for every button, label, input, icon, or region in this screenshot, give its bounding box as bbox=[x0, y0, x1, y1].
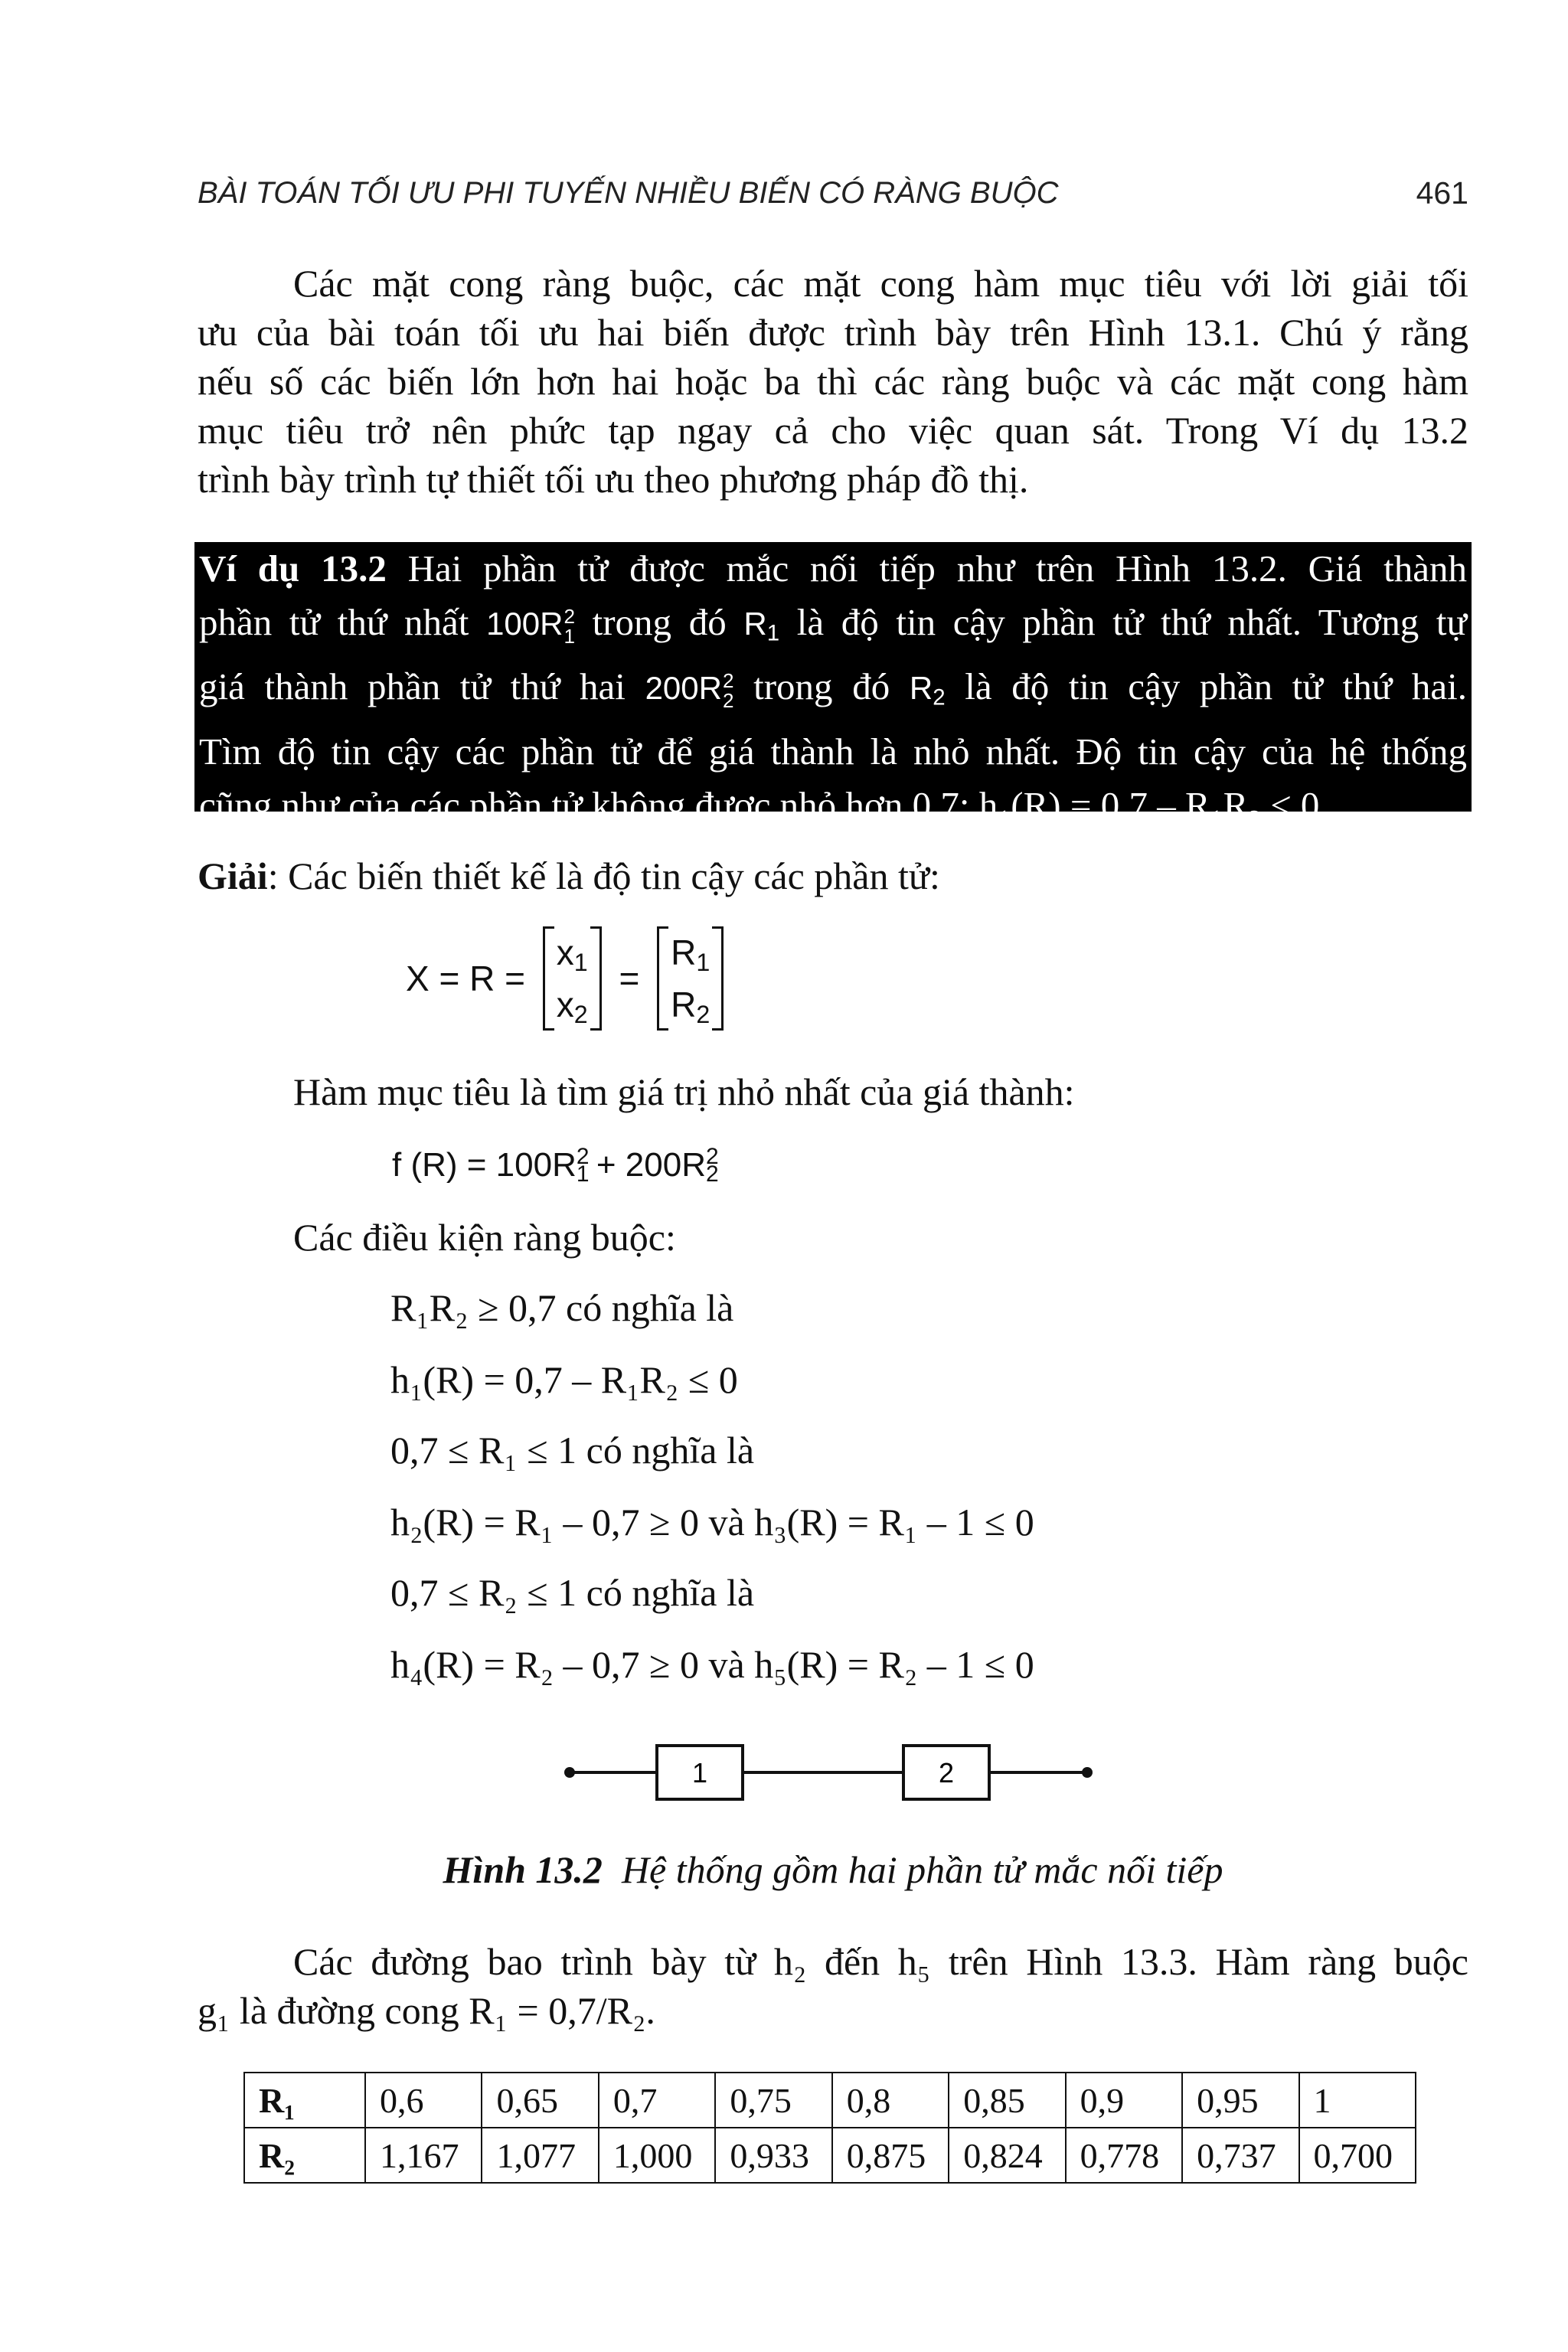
table-cell: 0,875 bbox=[832, 2128, 949, 2183]
example-text: là độ tin cậy phần tử thứ nhất. Tương tự bbox=[796, 601, 1468, 643]
example-text: Hai phần tử được mắc nối tiếp như trên Hình 13.2. Giá thành bbox=[407, 547, 1467, 590]
table-cell: 0,700 bbox=[1299, 2128, 1416, 2183]
x-vector: $x_1$ $x_2$ bbox=[543, 926, 602, 1031]
example-line: Tìm độ tin cậy các phần tử để giá thành là nhỏ nhất. Độ tin cậy của hệ thống bbox=[199, 730, 1467, 773]
r-vector: $R_1$ $R_2$ bbox=[657, 926, 724, 1031]
reliability-var-2: $R_2$ bbox=[909, 670, 946, 710]
example-line bbox=[199, 596, 1467, 660]
table-cell: 1,077 bbox=[482, 2128, 598, 2183]
example-text: giá thành phần tử thứ hai bbox=[199, 665, 626, 708]
table-cell: 0,737 bbox=[1182, 2128, 1298, 2183]
example-box bbox=[194, 542, 1472, 826]
reliability-var-1: $R_1$ bbox=[743, 606, 780, 646]
cost-expr-text: 200R bbox=[645, 670, 722, 707]
objective-term-2: + 200R bbox=[596, 1146, 706, 1184]
equals-sign: = bbox=[619, 959, 640, 998]
intro-line: mục tiêu trở nên phức tạp ngay cả cho việc quan sát. Trong Ví dụ 13.2 bbox=[198, 409, 1468, 452]
example-text: phần tử thứ nhất bbox=[199, 601, 469, 643]
table-cell: 1,000 bbox=[599, 2128, 715, 2183]
table-cell: 0,824 bbox=[949, 2128, 1065, 2183]
example-text: là độ tin cậy phần tử thứ hai. bbox=[965, 665, 1468, 708]
intro-line: ưu của bài toán tối ưu hai biến được trình bày trên Hình 13.1. Chú ý rằng bbox=[198, 311, 1468, 354]
table-row bbox=[244, 2073, 1416, 2128]
constraint-line: 0,7 ≤ R₁ ≤ 1 có nghĩa là bbox=[390, 1429, 755, 1472]
r2: R bbox=[671, 985, 697, 1024]
row-header: R₁ bbox=[244, 2073, 365, 2128]
constraint-line: 0,7 ≤ R₂ ≤ 1 có nghĩa là bbox=[390, 1571, 755, 1614]
terminal-right bbox=[1082, 1767, 1093, 1778]
var-text: R bbox=[909, 670, 933, 707]
example-text: trong đó bbox=[592, 601, 727, 643]
table-cell: 0,65 bbox=[482, 2073, 598, 2128]
outro-line: Các đường bao trình bày từ h₂ đến h₅ trên Hình 13.3. Hàm ràng buộc bbox=[293, 1940, 1468, 1983]
constraint-line: h₂(R) = R₁ – 0,7 ≥ 0 và h₃(R) = R₁ – 1 ≤ 0 bbox=[390, 1501, 1034, 1544]
running-title: BÀI TOÁN TỐI ƯU PHI TUYẾN NHIỀU BIẾN CÓ RÀNG BUỘC bbox=[198, 176, 1059, 210]
example-label: Ví dụ 13.2 bbox=[199, 547, 387, 590]
r1-r2-table bbox=[243, 2072, 1416, 2184]
running-header bbox=[198, 170, 1468, 216]
matrix-lhs: X = R = bbox=[406, 959, 525, 998]
intro-paragraph bbox=[198, 259, 1468, 504]
table-cell: 0,7 bbox=[599, 2073, 715, 2128]
figure-caption-label: Hình 13.2 bbox=[443, 1848, 603, 1891]
r1: R bbox=[671, 933, 697, 972]
cost-expr-text: 100R bbox=[486, 606, 564, 642]
table-cell: 0,8 bbox=[832, 2073, 949, 2128]
example-line bbox=[199, 542, 1467, 596]
page-number: 461 bbox=[1416, 175, 1468, 211]
super-sub: 2 1 bbox=[564, 604, 575, 648]
objective-text: Hàm mục tiêu là tìm giá trị nhỏ nhất của giá thành: bbox=[293, 1070, 1075, 1113]
solution-intro bbox=[198, 851, 940, 900]
table-cell: 0,933 bbox=[715, 2128, 831, 2183]
table-row bbox=[244, 2128, 1416, 2183]
cost-expression-2 bbox=[645, 669, 734, 713]
cost-expression-1 bbox=[486, 604, 575, 648]
outro-paragraph bbox=[198, 1937, 1468, 2035]
constraint-line: h₄(R) = R₂ – 0,7 ≥ 0 và h₅(R) = R₂ – 1 ≤ 0 bbox=[390, 1643, 1034, 1686]
element-label-2: 2 bbox=[938, 1757, 955, 1788]
table-cell: 0,85 bbox=[949, 2073, 1065, 2128]
table-cell: 0,778 bbox=[1066, 2128, 1182, 2183]
constraints-title: Các điều kiện ràng buộc: bbox=[293, 1216, 676, 1259]
outro-line: g₁ là đường cong R₁ = 0,7/R₂. bbox=[198, 1989, 655, 2032]
table-cell: 1,167 bbox=[365, 2128, 482, 2183]
example-line: cũng như của các phần tử không được nhỏ hơn 0,7: h₁(R) = 0,7 – R₁R₂ ≤ 0. bbox=[199, 783, 1329, 826]
intro-line: trình bày trình tự thiết tối ưu theo phương pháp đồ thị. bbox=[198, 458, 1029, 501]
figure-caption bbox=[198, 1845, 1468, 1894]
table-cell: 0,6 bbox=[365, 2073, 482, 2128]
var-text: R bbox=[743, 606, 767, 642]
table-cell: 0,95 bbox=[1182, 2073, 1298, 2128]
objective-term-1: f (R) = 100R bbox=[392, 1146, 577, 1184]
solution-label: Giải bbox=[198, 854, 268, 897]
objective-function: f (R) = 100R 2 1 + 200R 2 2 bbox=[392, 1143, 719, 1187]
intro-line: Các mặt cong ràng buộc, các mặt cong hàm mục tiêu với lời giải tối bbox=[293, 262, 1468, 305]
x1: x bbox=[556, 933, 574, 972]
intro-line: nếu số các biến lớn hơn hai hoặc ba thì các ràng buộc và các mặt cong hàm bbox=[198, 360, 1468, 403]
design-variable-matrix bbox=[398, 926, 724, 1041]
x2: x bbox=[556, 985, 574, 1024]
example-text: trong đó bbox=[753, 665, 890, 708]
example-line bbox=[199, 660, 1467, 724]
row-header: R₂ bbox=[244, 2128, 365, 2183]
solution-intro-text: : Các biến thiết kế là độ tin cậy các phần tử: bbox=[267, 854, 940, 897]
constraint-line: R₁R₂ ≥ 0,7 có nghĩa là bbox=[390, 1286, 734, 1329]
element-label-1: 1 bbox=[691, 1757, 708, 1788]
series-system-diagram bbox=[559, 1738, 1125, 1807]
super-sub: 2 2 bbox=[722, 669, 734, 713]
figure-caption-text: Hệ thống gồm hai phần tử mắc nối tiếp bbox=[621, 1848, 1223, 1891]
table-cell: 1 bbox=[1299, 2073, 1416, 2128]
table-cell: 0,9 bbox=[1066, 2073, 1182, 2128]
constraint-line: h₁(R) = 0,7 – R₁R₂ ≤ 0 bbox=[390, 1358, 738, 1401]
table-cell: 0,75 bbox=[715, 2073, 831, 2128]
